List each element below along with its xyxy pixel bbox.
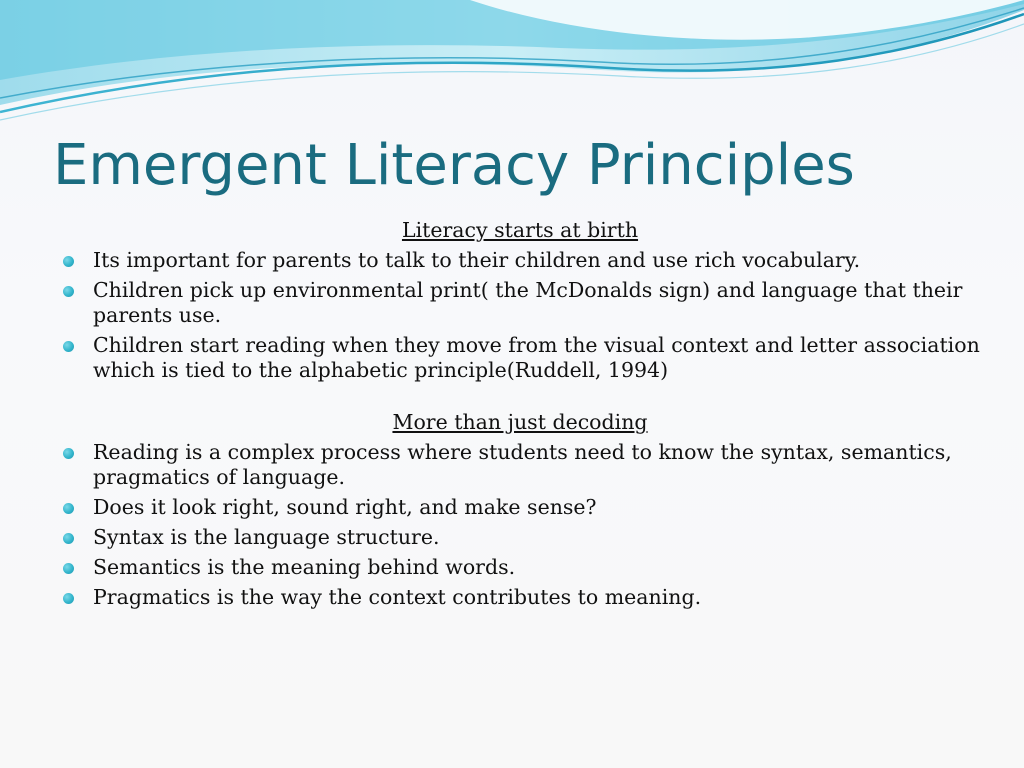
bullet-icon: [63, 503, 74, 514]
bullet-icon: [63, 533, 74, 544]
list-item: [60, 440, 980, 490]
bullet-icon: [63, 448, 74, 459]
list-item-text: Pragmatics is the way the context contributes to meaning.: [93, 585, 702, 609]
list-item: [60, 555, 980, 580]
section-more-than-decoding: [60, 410, 980, 610]
list-item-text: Syntax is the language structure.: [93, 525, 440, 549]
section-literacy-starts: [60, 218, 980, 383]
list-item: [60, 585, 980, 610]
list-item-text: Its important for parents to talk to their children and use rich vocabulary.: [93, 248, 861, 272]
list-item-text: Does it look right, sound right, and make sense?: [93, 495, 597, 519]
list-item-text: Semantics is the meaning behind words.: [93, 555, 516, 579]
bullet-icon: [63, 286, 74, 297]
section-heading: Literacy starts at birth: [401, 218, 639, 242]
list-item: [60, 248, 980, 273]
list-item-text: Reading is a complex process where students need to know the syntax, semantics, pragmatics of language.: [93, 440, 952, 489]
slide-content: [60, 218, 980, 615]
list-item: [60, 278, 980, 328]
bullet-list: [60, 440, 980, 610]
list-item: [60, 525, 980, 550]
bullet-icon: [63, 593, 74, 604]
bullet-list: [60, 248, 980, 383]
section-heading: More than just decoding: [392, 410, 648, 434]
list-item: [60, 495, 980, 520]
list-item-text: Children start reading when they move from the visual context and letter association which is tied to the alphabetic principle(Ruddell, 1994): [93, 333, 980, 382]
bullet-icon: [63, 563, 74, 574]
list-item: [60, 333, 980, 383]
bullet-icon: [63, 341, 74, 352]
list-item-text: Children pick up environmental print( the McDonalds sign) and language that their parents use.: [93, 278, 963, 327]
bullet-icon: [63, 256, 74, 267]
slide-title: Emergent Literacy Principles: [53, 133, 855, 198]
